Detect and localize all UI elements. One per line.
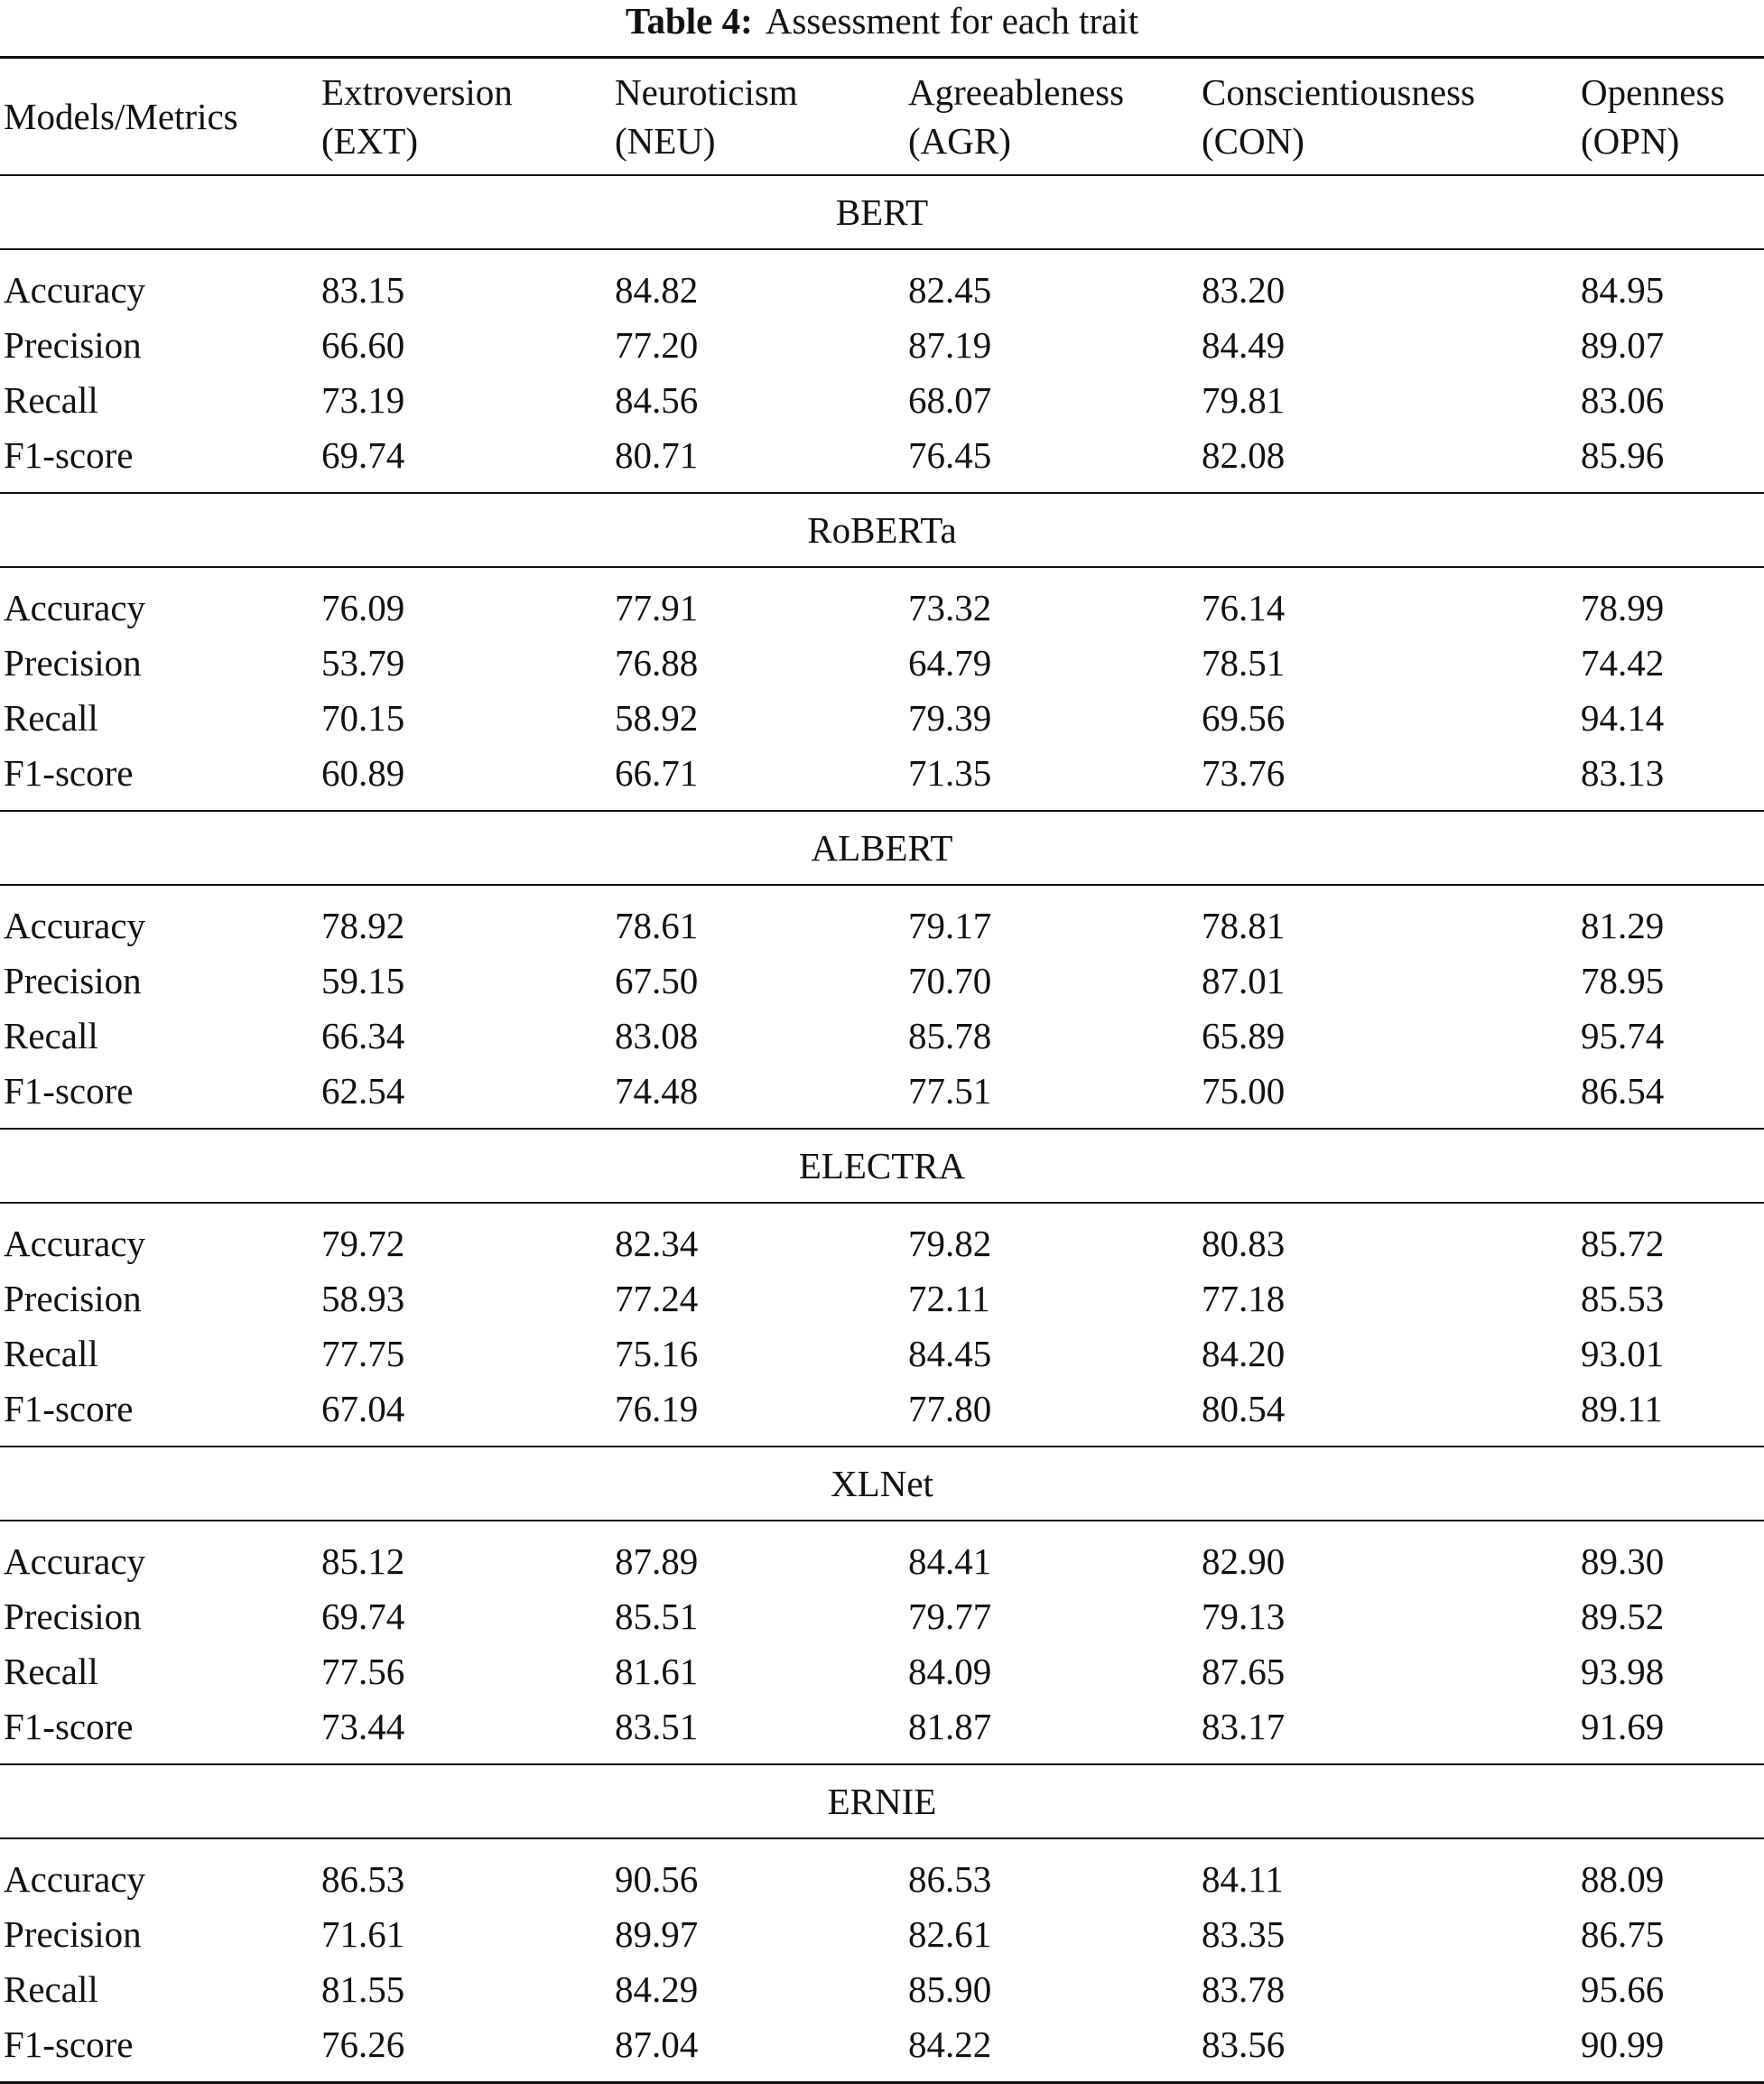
metric-value: 75.16 <box>615 1333 699 1374</box>
table-row <box>0 1271 1764 1326</box>
metric-label: Recall <box>4 697 98 739</box>
metric-value: 77.80 <box>905 1382 1198 1447</box>
metric-value: 76.09 <box>321 587 405 628</box>
metric-value: 77.20 <box>615 324 699 366</box>
metric-value: 89.30 <box>1581 1540 1665 1582</box>
metric-value: 94.14 <box>1581 697 1665 739</box>
metric-value: 87.01 <box>1202 960 1286 1001</box>
metric-value: 84.45 <box>908 1333 992 1374</box>
metric-label: Recall <box>4 1651 98 1692</box>
metric-value: 58.93 <box>321 1278 405 1319</box>
model-group-header <box>0 1764 1764 1838</box>
metric-label: Precision <box>4 324 142 366</box>
metric-value: 62.54 <box>318 1064 611 1129</box>
metric-value: 75.00 <box>1198 1064 1577 1129</box>
metric-value: 84.11 <box>1202 1858 1284 1900</box>
metric-value: 85.90 <box>908 1968 992 2010</box>
metric-value: 66.60 <box>321 324 405 366</box>
metric-value: 83.08 <box>615 1015 699 1056</box>
table-row <box>0 1382 1764 1447</box>
model-name: ERNIE <box>0 1764 1764 1838</box>
table-row <box>0 636 1764 691</box>
metric-value: 84.29 <box>615 1968 699 2010</box>
metric-value: 90.56 <box>615 1858 699 1900</box>
metric-value: 84.95 <box>1581 269 1665 311</box>
metric-value: 68.07 <box>908 379 992 421</box>
metric-value: 64.79 <box>908 642 992 684</box>
metric-label: F1-score <box>0 1382 318 1447</box>
metric-label: Precision <box>4 960 142 1001</box>
table-caption <box>0 0 1764 42</box>
metric-value: 81.87 <box>905 1699 1198 1764</box>
header-line: Agreeableness <box>908 71 1125 113</box>
metric-value: 78.95 <box>1581 960 1665 1001</box>
metric-value: 76.14 <box>1202 587 1286 628</box>
metric-value: 79.72 <box>321 1223 405 1264</box>
metric-label: Accuracy <box>4 1858 146 1900</box>
metric-value: 76.19 <box>611 1382 905 1447</box>
metric-value: 78.81 <box>1202 905 1286 946</box>
table-row <box>0 2017 1764 2083</box>
model-group <box>0 811 1764 1129</box>
metric-value: 84.22 <box>908 2024 992 2065</box>
metric-label: Recall <box>4 1333 98 1374</box>
metric-value: 85.78 <box>908 1015 992 1056</box>
metric-value: 76.45 <box>905 428 1198 493</box>
metric-value: 53.79 <box>321 642 405 684</box>
table-row <box>0 1907 1764 1962</box>
table-row <box>0 1064 1764 1129</box>
metric-value: 86.53 <box>908 1858 992 1900</box>
metric-value: 59.15 <box>321 960 405 1001</box>
metric-value: 84.49 <box>1202 324 1286 366</box>
header-row <box>0 58 1764 176</box>
header-line: Neuroticism <box>615 71 798 113</box>
metric-value: 77.24 <box>615 1278 699 1319</box>
metric-value: 79.13 <box>1202 1596 1286 1637</box>
metric-value: 77.56 <box>321 1651 405 1692</box>
metric-value: 87.89 <box>615 1540 699 1582</box>
metric-value: 78.92 <box>321 905 405 946</box>
metric-value: 81.61 <box>615 1651 699 1692</box>
metric-value: 82.34 <box>615 1223 699 1264</box>
metric-label: Accuracy <box>4 905 146 946</box>
header-agreeableness <box>905 58 1198 176</box>
header-line: (NEU) <box>615 120 716 162</box>
metric-value: 71.35 <box>905 746 1198 811</box>
metric-value: 67.04 <box>318 1382 611 1447</box>
table-row <box>0 1644 1764 1699</box>
metric-value: 83.15 <box>321 269 405 311</box>
model-group-header <box>0 175 1764 249</box>
metric-value: 93.01 <box>1581 1333 1665 1374</box>
metric-value: 79.81 <box>1202 379 1286 421</box>
header-openness <box>1577 58 1764 176</box>
metric-value: 66.34 <box>321 1015 405 1056</box>
metric-value: 76.88 <box>615 642 699 684</box>
caption-text: Assessment for each trait <box>765 0 1139 42</box>
table-row <box>0 318 1764 373</box>
model-group-header <box>0 493 1764 567</box>
table-row <box>0 885 1764 954</box>
metric-value: 86.75 <box>1581 1913 1665 1955</box>
metric-value: 79.17 <box>908 905 992 946</box>
metric-value: 77.75 <box>321 1333 405 1374</box>
metric-value: 70.15 <box>321 697 405 739</box>
header-conscientiousness <box>1198 58 1577 176</box>
metric-value: 91.69 <box>1577 1699 1764 1764</box>
metric-value: 72.11 <box>908 1278 990 1319</box>
header-line: Conscientiousness <box>1202 71 1475 113</box>
model-group <box>0 1447 1764 1764</box>
table-row <box>0 1962 1764 2017</box>
metric-value: 70.70 <box>908 960 992 1001</box>
header-line: (EXT) <box>321 120 419 162</box>
metric-value: 71.61 <box>321 1913 405 1955</box>
model-name: ELECTRA <box>0 1129 1764 1203</box>
metric-label: F1-score <box>0 1064 318 1129</box>
metric-value: 82.61 <box>908 1913 992 1955</box>
model-name: XLNet <box>0 1447 1764 1521</box>
metric-value: 77.51 <box>905 1064 1198 1129</box>
metric-label: Recall <box>4 1968 98 2010</box>
metric-label: Recall <box>4 1015 98 1056</box>
metric-value: 73.32 <box>908 587 992 628</box>
table-row <box>0 1009 1764 1064</box>
metric-value: 89.97 <box>615 1913 699 1955</box>
metric-label: Accuracy <box>4 587 146 628</box>
metric-value: 87.65 <box>1202 1651 1286 1692</box>
metric-label: Precision <box>4 642 142 684</box>
metric-value: 78.51 <box>1202 642 1286 684</box>
metric-value: 73.76 <box>1198 746 1577 811</box>
metric-label: Accuracy <box>4 1540 146 1582</box>
metric-value: 78.61 <box>615 905 699 946</box>
metric-value: 86.54 <box>1577 1064 1764 1129</box>
metric-value: 84.20 <box>1202 1333 1286 1374</box>
metric-value: 83.51 <box>611 1699 905 1764</box>
metric-value: 85.96 <box>1577 428 1764 493</box>
metric-value: 84.82 <box>615 269 699 311</box>
metric-value: 90.99 <box>1581 2024 1665 2065</box>
metric-value: 67.50 <box>615 960 699 1001</box>
model-group <box>0 1764 1764 2083</box>
metric-value: 83.17 <box>1198 1699 1577 1764</box>
model-group-header <box>0 811 1764 885</box>
metric-value: 65.89 <box>1202 1015 1286 1056</box>
metric-label: F1-score <box>0 746 318 811</box>
model-group <box>0 1129 1764 1447</box>
metric-value: 60.89 <box>318 746 611 811</box>
metric-label: F1-score <box>4 2024 134 2065</box>
metric-label: F1-score <box>0 1699 318 1764</box>
table-row <box>0 691 1764 746</box>
metric-label: Accuracy <box>4 1223 146 1264</box>
metric-value: 81.29 <box>1581 905 1665 946</box>
metric-value: 74.48 <box>611 1064 905 1129</box>
model-name: BERT <box>0 175 1764 249</box>
header-models-metrics <box>0 58 318 176</box>
metric-value: 82.08 <box>1198 428 1577 493</box>
metric-value: 83.35 <box>1202 1913 1286 1955</box>
metric-label: Precision <box>4 1278 142 1319</box>
metric-value: 73.19 <box>321 379 405 421</box>
metric-value: 89.11 <box>1577 1382 1764 1447</box>
metric-value: 85.53 <box>1581 1278 1665 1319</box>
metric-value: 84.41 <box>908 1540 992 1582</box>
metric-value: 77.18 <box>1202 1278 1286 1319</box>
metric-value: 89.52 <box>1581 1596 1665 1637</box>
metric-value: 85.12 <box>321 1540 405 1582</box>
table-row <box>0 1699 1764 1764</box>
metric-label: Recall <box>4 379 98 421</box>
results-table <box>0 56 1764 2084</box>
metric-value: 83.06 <box>1581 379 1665 421</box>
metric-label: Precision <box>4 1596 142 1637</box>
model-group-header <box>0 1129 1764 1203</box>
metric-value: 83.13 <box>1577 746 1764 811</box>
metric-value: 83.56 <box>1202 2024 1286 2065</box>
header-line: Models/Metrics <box>4 96 238 137</box>
header-line: (AGR) <box>908 120 1011 162</box>
metric-value: 77.91 <box>615 587 699 628</box>
header-line: (OPN) <box>1581 120 1680 162</box>
metric-value: 82.90 <box>1202 1540 1286 1582</box>
metric-value: 80.71 <box>611 428 905 493</box>
metric-value: 89.07 <box>1581 324 1665 366</box>
model-name: RoBERTa <box>0 493 1764 567</box>
metric-value: 95.74 <box>1581 1015 1665 1056</box>
header-line: Openness <box>1581 71 1725 113</box>
metric-value: 79.82 <box>908 1223 992 1264</box>
metric-value: 66.71 <box>611 746 905 811</box>
model-group <box>0 175 1764 493</box>
metric-label: Precision <box>4 1913 142 1955</box>
metric-value: 76.26 <box>321 2024 405 2065</box>
metric-value: 83.20 <box>1202 269 1286 311</box>
metric-value: 74.42 <box>1581 642 1665 684</box>
header-line: (CON) <box>1202 120 1304 162</box>
metric-value: 69.56 <box>1202 697 1286 739</box>
metric-value: 69.74 <box>321 1596 405 1637</box>
model-name: ALBERT <box>0 811 1764 885</box>
model-group-header <box>0 1447 1764 1521</box>
metric-value: 88.09 <box>1581 1858 1665 1900</box>
metric-value: 58.92 <box>615 697 699 739</box>
model-group <box>0 493 1764 811</box>
table-row <box>0 1203 1764 1271</box>
metric-value: 85.51 <box>615 1596 699 1637</box>
metric-value: 69.74 <box>318 428 611 493</box>
header-extroversion <box>318 58 611 176</box>
table-row <box>0 746 1764 811</box>
metric-value: 85.72 <box>1581 1223 1665 1264</box>
metric-value: 80.83 <box>1202 1223 1286 1264</box>
metric-value: 78.99 <box>1581 587 1665 628</box>
metric-value: 79.39 <box>908 697 992 739</box>
metric-value: 83.78 <box>1202 1968 1286 2010</box>
table-header <box>0 58 1764 176</box>
header-neuroticism <box>611 58 905 176</box>
metric-label: F1-score <box>0 428 318 493</box>
metric-value: 86.53 <box>321 1858 405 1900</box>
table-row <box>0 1521 1764 1589</box>
metric-value: 95.66 <box>1581 1968 1665 2010</box>
metric-value: 82.45 <box>908 269 992 311</box>
table-row <box>0 1589 1764 1644</box>
header-line: Extroversion <box>321 71 513 113</box>
metric-value: 87.19 <box>908 324 992 366</box>
table-row <box>0 373 1764 428</box>
metric-value: 84.09 <box>908 1651 992 1692</box>
metric-value: 73.44 <box>318 1699 611 1764</box>
table-row <box>0 249 1764 318</box>
metric-label: Accuracy <box>4 269 146 311</box>
metric-value: 81.55 <box>321 1968 405 2010</box>
table-row <box>0 1838 1764 1907</box>
table-row <box>0 1326 1764 1382</box>
table-row <box>0 428 1764 493</box>
metric-value: 79.77 <box>908 1596 992 1637</box>
caption-label: Table 4: <box>625 0 753 42</box>
table-row <box>0 954 1764 1009</box>
metric-value: 84.56 <box>615 379 699 421</box>
table-row <box>0 567 1764 636</box>
metric-value: 80.54 <box>1198 1382 1577 1447</box>
metric-value: 93.98 <box>1581 1651 1665 1692</box>
metric-value: 87.04 <box>615 2024 699 2065</box>
